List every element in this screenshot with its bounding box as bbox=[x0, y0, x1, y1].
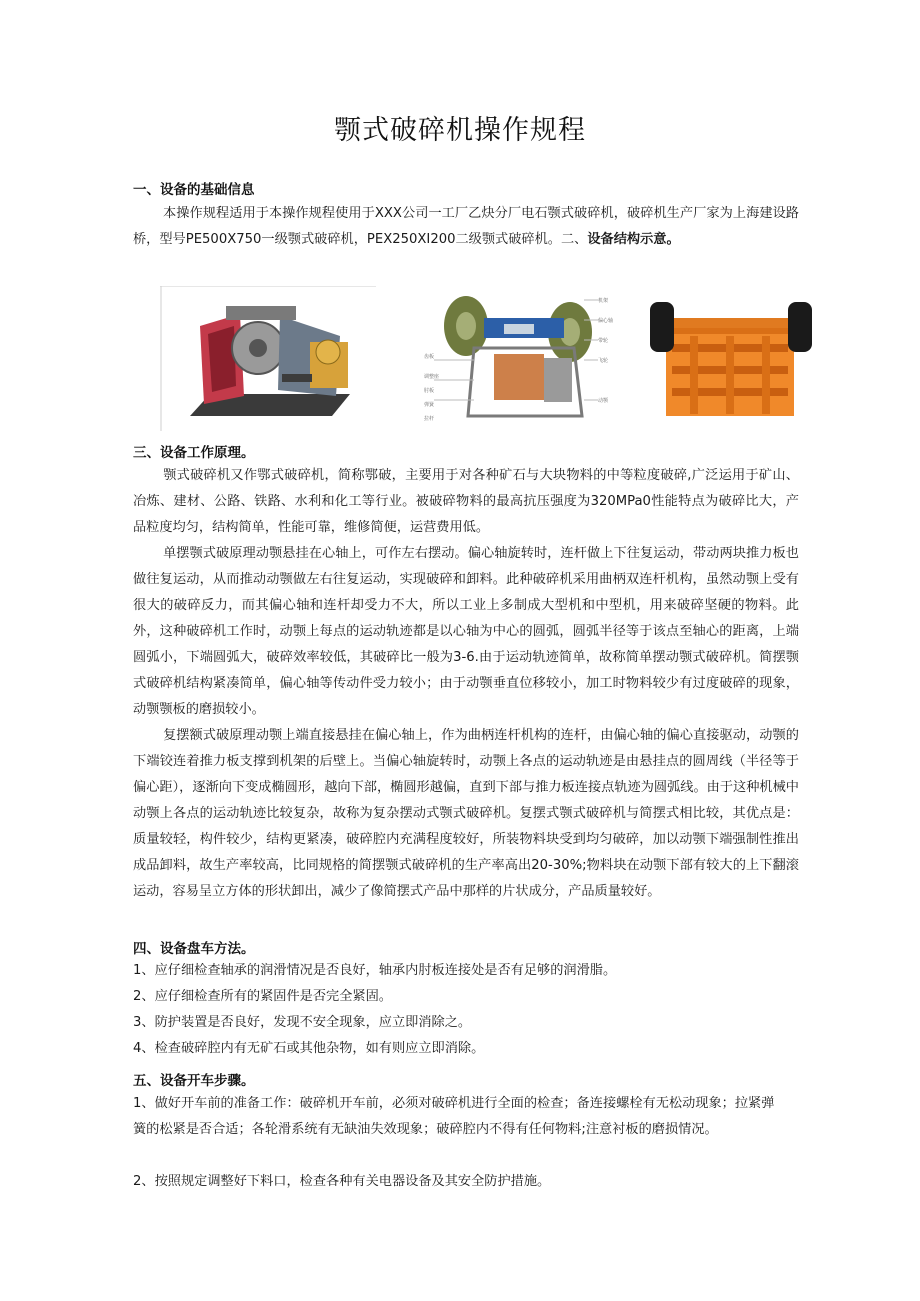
structure-diagram-heading: 设备结构示意。 bbox=[587, 232, 680, 247]
page-title: 颚式破碎机操作规程 bbox=[334, 115, 586, 146]
section-heading-inspection: 四、设备盘车方法。 bbox=[133, 941, 255, 957]
basic-info-text: 本操作规程适用于本操作规程使用于XXX公司一工厂乙炔分厂电石颚式破碎机，破碎机生产厂家为上海建设路桥，型号PE500X750一级颚式破碎机，PEX250XI200二级颚式破碎机。二、 bbox=[133, 206, 799, 247]
fig-label-2: 偏心轴 bbox=[598, 318, 614, 324]
jaw-crusher-photo-figure bbox=[650, 296, 812, 420]
startup-item-1: 1、做好开车前的准备工作：破碎机开车前，必须对破碎机进行全面的检查；备连接螺栓有无松动现象；拉紧弹簧的松紧是否合适；各轮滑系统有无缺油失效现象；破碎腔内不得有任何物料;注意衬板的磨损情况。 bbox=[133, 1096, 775, 1137]
section-heading-basic-info: 一、设备的基础信息 bbox=[133, 182, 255, 198]
principle-text-1: 颚式破碎机又作鄂式破碎机，简称鄂破，主要用于对各种矿石与大块物料的中等粒度破碎,广泛运用于矿山、冶炼、建材、公路、铁路、水利和化工等行业。被破碎物料的最高抗压强度为320MPa0性能特点为破碎比大，产品粒度均匀，结构简单，性能可靠，维修简便，运营费用低。 bbox=[133, 468, 799, 535]
inspection-item-2: 2、应仔细检查所有的紧固件是否完全紧固。 bbox=[133, 989, 392, 1004]
fig-label-6: 齿板 bbox=[424, 354, 435, 360]
section-heading-startup: 五、设备开车步骤。 bbox=[133, 1073, 255, 1089]
principle-paragraph-1 bbox=[133, 463, 799, 541]
fig-label-10: 拉杆 bbox=[424, 416, 435, 422]
fig-label-7: 调整座 bbox=[424, 374, 440, 380]
basic-info-paragraph bbox=[133, 201, 799, 253]
fig-label-9: 弹簧 bbox=[424, 402, 435, 408]
inspection-item-1: 1、应仔细检查轴承的润滑情况是否良好，轴承内肘板连接处是否有足够的润滑脂。 bbox=[133, 963, 617, 978]
inspection-item-3: 3、防护装置是否良好，发现不安全现象，应立即消除之。 bbox=[133, 1015, 472, 1030]
fig-label-8: 肘板 bbox=[424, 388, 435, 394]
principle-paragraph-2 bbox=[133, 541, 799, 723]
section-heading-working-principle: 三、设备工作原理。 bbox=[133, 445, 255, 461]
fig-label-1: 机架 bbox=[598, 298, 609, 304]
fig-label-4: 飞轮 bbox=[598, 358, 609, 364]
jaw-crusher-cutaway-figure bbox=[160, 286, 376, 431]
fig-label-5: 动颚 bbox=[598, 398, 609, 404]
principle-text-2: 单摆颚式破原理动颚悬挂在心轴上，可作左右摆动。偏心轴旋转时，连杆做上下往复运动，带动两块推力板也做往复运动，从而推动动颚做左右往复运动，实现破碎和卸料。此种破碎机采用曲柄双连杆机构，虽然动颚上受有很大的破碎反力，而其偏心轴和连杆却受力不大，所以工业上多制成大型机和中型机，用来破碎坚硬的物料。此外，这种破碎机工作时，动颚上每点的运动轨迹都是以心轴为中心的圆弧，圆弧半径等于该点至轴心的距离，上端圆弧小，下端圆弧大，破碎效率较低，其破碎比一般为3-6.由于运动轨迹简单，故称简单摆动颚式破碎机。简摆颚式破碎机结构紧凑简单，偏心轴等传动件受力较小；由于动颚垂直位移较小，加工时物料较少有过度破碎的现象，动颚颚板的磨损较小。 bbox=[133, 546, 799, 717]
inspection-item-4: 4、检查破碎腔内有无矿石或其他杂物，如有则应立即消除。 bbox=[133, 1041, 485, 1056]
jaw-crusher-exploded-figure bbox=[424, 288, 616, 428]
principle-text-3: 复摆额式破原理动颚上端直接悬挂在偏心轴上，作为曲柄连杆机构的连杆，由偏心轴的偏心直接驱动，动颚的下端铰连着推力板支撑到机架的后壁上。当偏心轴旋转时，动颚上各点的运动轨迹是由悬挂点的圆周线（半径等于偏心距），逐渐向下变成椭圆形，越向下部，椭圆形越偏，直到下部与推力板连接点轨迹为圆弧线。由于这种机械中动颚上各点的运动轨迹比较复杂，故称为复杂摆动式颚式破碎机。复摆式颚式破碎机与简摆式相比较，其优点是：质量较轻，构件较少，结构更紧凑，破碎腔内充满程度较好，所装物料块受到均匀破碎，加以动颚下端强制性推出成品卸料，故生产率较高，比同规格的简摆颚式破碎机的生产率高出20-30%;物料块在动颚下部有较大的上下翻滚运动，容易呈立方体的形状卸出，减少了像简摆式产品中那样的片状成分，产品质量较好。 bbox=[133, 728, 799, 899]
startup-item-2: 2、按照规定调整好下料口，检查各种有关电器设备及其安全防护措施。 bbox=[133, 1174, 551, 1189]
principle-paragraph-3 bbox=[133, 723, 799, 905]
fig-label-3: 带轮 bbox=[598, 338, 609, 344]
